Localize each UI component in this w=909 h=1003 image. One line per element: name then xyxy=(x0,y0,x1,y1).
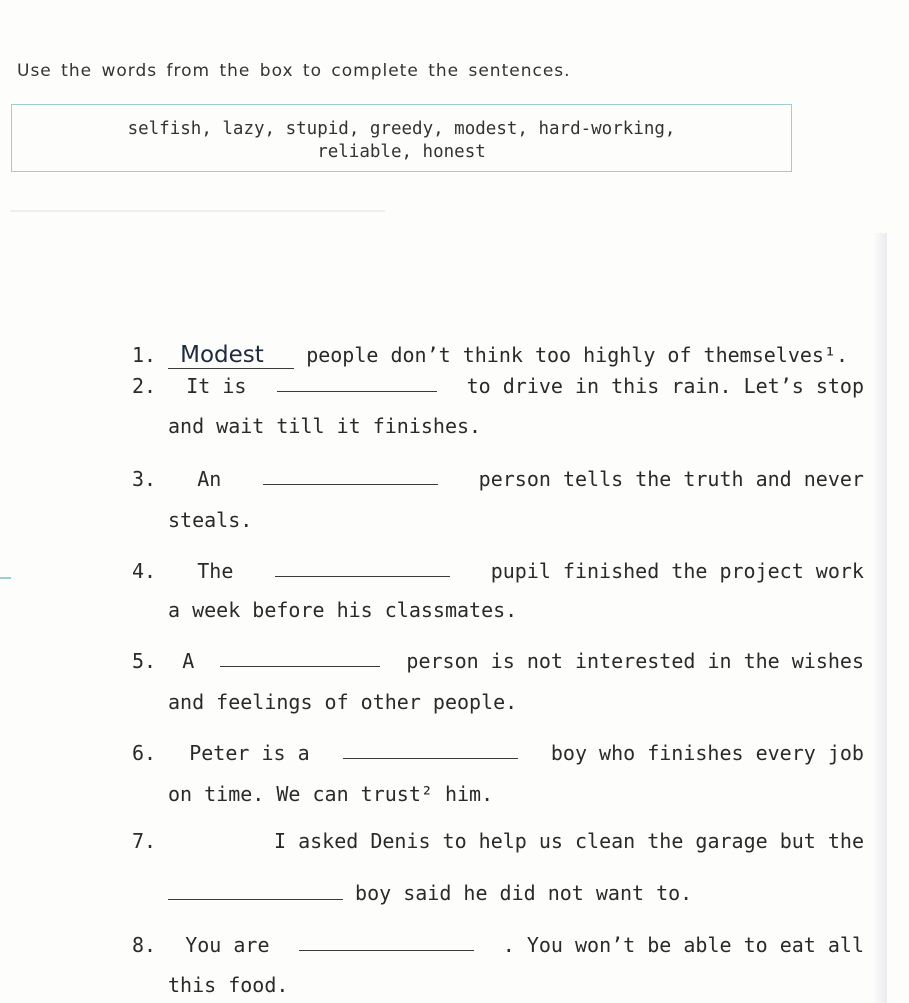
sentence-2 xyxy=(132,371,864,401)
sentence-text: boy who finishes every job xyxy=(550,741,864,765)
answer-blank-8[interactable] xyxy=(299,930,474,951)
sentence-text: and wait till it finishes. xyxy=(168,414,482,438)
sentence-4 xyxy=(132,556,864,586)
sentence-text: on time. We can trust² him. xyxy=(168,782,494,806)
sentence-text: The xyxy=(197,559,234,583)
sentence-text: steals. xyxy=(168,508,253,532)
sentence-text: You are xyxy=(185,933,270,957)
divider xyxy=(10,210,385,212)
sentence-text: A xyxy=(182,649,195,673)
sentence-text: . You won’t be able to eat all xyxy=(502,933,864,957)
sentence-text: It is xyxy=(186,374,247,398)
sentence-2-continued xyxy=(168,411,864,441)
sentence-number: 1. xyxy=(132,343,157,367)
sentence-text: person is not interested in the wishes xyxy=(406,649,864,673)
sentence-number: 7. xyxy=(132,829,157,853)
sentence-text: pupil finished the project work xyxy=(490,559,864,583)
answer-blank-4[interactable] xyxy=(275,556,450,577)
answer-blank-7[interactable] xyxy=(168,879,343,900)
sentence-number: 6. xyxy=(132,741,157,765)
sentence-3-continued xyxy=(168,505,864,535)
sentence-number: 4. xyxy=(132,559,157,583)
answer-blank-2[interactable] xyxy=(277,371,437,392)
sentence-1 xyxy=(132,340,864,370)
answer-blank-5[interactable] xyxy=(220,646,380,667)
sentence-7 xyxy=(132,826,864,856)
word-box xyxy=(11,104,792,172)
sentence-number: 3. xyxy=(132,467,157,491)
sentence-6 xyxy=(132,738,864,768)
sentence-text: boy said he did not want to. xyxy=(355,881,693,905)
sentence-text: I asked Denis to help us clean the garage but the xyxy=(273,829,864,853)
answer-blank-6[interactable] xyxy=(343,738,518,759)
answer-blank-3[interactable] xyxy=(263,464,438,485)
sentence-5-continued xyxy=(168,687,864,717)
sentence-text: An xyxy=(197,467,222,491)
exercise-instruction: Use the words from the box to complete the sentences. xyxy=(17,61,571,81)
sentence-text: person tells the truth and never xyxy=(478,467,864,491)
sentence-number: 8. xyxy=(132,933,157,957)
sentence-text: Peter is a xyxy=(189,741,310,765)
sentence-8 xyxy=(132,930,864,960)
answer-blank-1[interactable]: Modest xyxy=(168,342,294,369)
sentence-5 xyxy=(132,646,864,676)
sentence-number: 5. xyxy=(132,649,157,673)
sentence-4-continued xyxy=(168,595,864,625)
sentence-8-continued xyxy=(168,970,864,1000)
sentence-text: a week before his classmates. xyxy=(168,598,518,622)
sentence-text: to drive in this rain. Let’s stop xyxy=(466,374,864,398)
sentence-text: this food. xyxy=(168,973,289,997)
sentence-7-continued xyxy=(168,878,864,908)
sentence-3 xyxy=(132,464,864,494)
page-edge-shadow xyxy=(873,233,887,1003)
margin-mark xyxy=(0,577,11,579)
word-box-line-1: selfish, lazy, stupid, greedy, modest, hard-working, xyxy=(127,119,676,139)
sentence-text: and feelings of other people. xyxy=(168,690,518,714)
sentence-number: 2. xyxy=(132,374,157,398)
sentence-text: people don’t think too highly of themselves¹. xyxy=(306,343,849,367)
word-box-line-2: reliable, honest xyxy=(317,142,486,162)
sentence-6-continued xyxy=(168,779,864,809)
